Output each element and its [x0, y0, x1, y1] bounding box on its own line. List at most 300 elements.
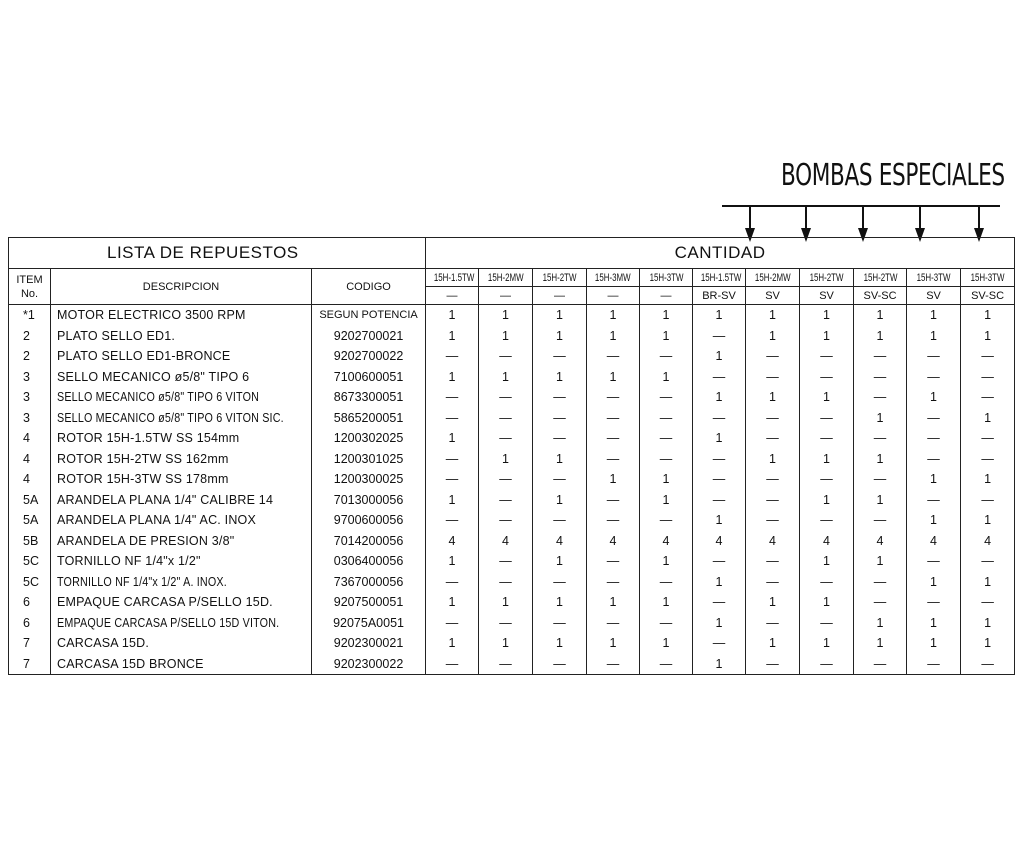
- quantity-cell: —: [693, 326, 746, 347]
- quantity-cell: —: [693, 551, 746, 572]
- quantity-cell: —: [746, 572, 800, 593]
- quantity-cell: —: [746, 551, 800, 572]
- model-header: 15H-1.5TW: [426, 269, 479, 287]
- quantity-cell: —: [533, 428, 587, 449]
- quantity-cell: 1: [640, 367, 693, 388]
- quantity-cell: 4: [746, 531, 800, 552]
- quantity-cell: —: [426, 449, 479, 470]
- item-number: 5B: [9, 531, 51, 552]
- quantity-cell: 1: [693, 654, 746, 675]
- part-code: 0306400056: [312, 551, 426, 572]
- table-row: [9, 305, 1015, 326]
- quantity-cell: —: [907, 654, 961, 675]
- quantity-cell: 1: [426, 490, 479, 511]
- quantity-cell: 1: [533, 551, 587, 572]
- quantity-cell: 1: [800, 387, 854, 408]
- quantity-cell: 4: [479, 531, 533, 552]
- quantity-cell: —: [907, 551, 961, 572]
- quantity-cell: 1: [854, 551, 907, 572]
- part-description: ROTOR 15H-2TW SS 162mm: [51, 449, 312, 470]
- quantity-cell: 1: [426, 551, 479, 572]
- quantity-cell: 1: [693, 613, 746, 634]
- part-code: 9207500051: [312, 592, 426, 613]
- quantity-cell: —: [907, 449, 961, 470]
- quantity-cell: —: [426, 572, 479, 593]
- special-pumps-bracket: [0, 0, 1024, 260]
- quantity-cell: —: [533, 387, 587, 408]
- quantity-cell: —: [426, 387, 479, 408]
- quantity-cell: —: [533, 408, 587, 429]
- part-code: 9202700021: [312, 326, 426, 347]
- quantity-cell: 1: [854, 613, 907, 634]
- quantity-cell: 4: [640, 531, 693, 552]
- model-variant: BR-SV: [693, 287, 746, 305]
- quantity-cell: —: [587, 346, 640, 367]
- quantity-cell: —: [800, 367, 854, 388]
- table-row: [9, 592, 1015, 613]
- quantity-cell: 1: [800, 592, 854, 613]
- quantity-cell: 1: [587, 326, 640, 347]
- quantity-cell: —: [693, 469, 746, 490]
- part-code: 7367000056: [312, 572, 426, 593]
- quantity-cell: —: [587, 551, 640, 572]
- quantity-cell: —: [907, 428, 961, 449]
- code-header: CODIGO: [312, 269, 426, 305]
- quantity-cell: —: [800, 613, 854, 634]
- quantity-cell: —: [640, 387, 693, 408]
- quantity-cell: —: [800, 428, 854, 449]
- part-description: ARANDELA PLANA 1/4" CALIBRE 14: [51, 490, 312, 511]
- part-code: 1200300025: [312, 469, 426, 490]
- quantity-cell: 1: [907, 469, 961, 490]
- quantity-cell: 1: [426, 367, 479, 388]
- model-header: 15H-2MW: [746, 269, 800, 287]
- part-description: SELLO MECANICO ø5/8" TIPO 6: [51, 367, 312, 388]
- description-header: DESCRIPCION: [51, 269, 312, 305]
- quantity-cell: —: [479, 408, 533, 429]
- table-row: [9, 613, 1015, 634]
- quantity-cell: —: [907, 346, 961, 367]
- quantity-cell: —: [587, 510, 640, 531]
- quantity-cell: 1: [907, 510, 961, 531]
- quantity-cell: 1: [533, 326, 587, 347]
- quantity-cell: —: [587, 654, 640, 675]
- quantity-cell: 4: [587, 531, 640, 552]
- quantity-cell: 1: [746, 633, 800, 654]
- quantity-cell: 1: [533, 592, 587, 613]
- quantity-cell: —: [479, 469, 533, 490]
- quantity-cell: 1: [907, 613, 961, 634]
- part-description: EMPAQUE CARCASA P/SELLO 15D VITON.: [51, 613, 312, 634]
- quantity-cell: —: [961, 428, 1015, 449]
- quantity-cell: —: [907, 408, 961, 429]
- item-header: ITEM No.: [9, 269, 51, 305]
- quantity-cell: 1: [587, 592, 640, 613]
- item-number: 2: [9, 326, 51, 347]
- quantity-cell: 1: [907, 326, 961, 347]
- quantity-cell: —: [961, 346, 1015, 367]
- quantity-cell: —: [800, 654, 854, 675]
- quantity-cell: 1: [533, 449, 587, 470]
- quantity-cell: 4: [693, 531, 746, 552]
- model-variant: SV-SC: [854, 287, 907, 305]
- quantity-cell: 1: [854, 449, 907, 470]
- model-variant: —: [640, 287, 693, 305]
- quantity-cell: —: [746, 613, 800, 634]
- quantity-cell: —: [961, 449, 1015, 470]
- quantity-cell: —: [426, 469, 479, 490]
- quantity-cell: —: [426, 510, 479, 531]
- quantity-cell: 1: [907, 305, 961, 326]
- quantity-cell: —: [640, 510, 693, 531]
- quantity-cell: 1: [800, 305, 854, 326]
- part-code: 9202300021: [312, 633, 426, 654]
- quantity-cell: —: [693, 633, 746, 654]
- quantity-cell: 1: [426, 326, 479, 347]
- quantity-cell: —: [479, 551, 533, 572]
- quantity-cell: 1: [533, 490, 587, 511]
- quantity-cell: —: [961, 387, 1015, 408]
- quantity-cell: 1: [854, 326, 907, 347]
- quantity-cell: 1: [587, 367, 640, 388]
- quantity-cell: 1: [693, 510, 746, 531]
- item-number: 7: [9, 654, 51, 675]
- quantity-cell: 1: [479, 633, 533, 654]
- part-code: 9202700022: [312, 346, 426, 367]
- quantity-cell: 1: [479, 326, 533, 347]
- quantity-cell: 1: [533, 633, 587, 654]
- quantity-cell: 4: [800, 531, 854, 552]
- quantity-cell: —: [587, 428, 640, 449]
- part-code: SEGUN POTENCIA: [312, 305, 426, 326]
- item-number: 5A: [9, 490, 51, 511]
- part-description: EMPAQUE CARCASA P/SELLO 15D.: [51, 592, 312, 613]
- quantity-cell: —: [961, 551, 1015, 572]
- quantity-cell: 4: [533, 531, 587, 552]
- model-header: 15H-3MW: [587, 269, 640, 287]
- quantity-cell: —: [854, 654, 907, 675]
- spare-parts-table: [8, 237, 1015, 675]
- model-header: 15H-2MW: [479, 269, 533, 287]
- quantity-cell: —: [533, 346, 587, 367]
- model-header: 15H-2TW: [800, 269, 854, 287]
- quantity-cell: 1: [854, 490, 907, 511]
- quantity-cell: 1: [854, 305, 907, 326]
- quantity-cell: —: [854, 387, 907, 408]
- quantity-cell: —: [640, 449, 693, 470]
- quantity-cell: 1: [746, 449, 800, 470]
- part-description: CARCASA 15D.: [51, 633, 312, 654]
- table-row: [9, 490, 1015, 511]
- quantity-cell: 1: [640, 326, 693, 347]
- quantity-cell: 1: [479, 449, 533, 470]
- quantity-cell: 1: [746, 326, 800, 347]
- quantity-cell: —: [426, 408, 479, 429]
- quantity-cell: —: [746, 428, 800, 449]
- quantity-cell: —: [479, 613, 533, 634]
- quantity-cell: —: [587, 572, 640, 593]
- quantity-cell: —: [800, 346, 854, 367]
- part-code: 7013000056: [312, 490, 426, 511]
- quantity-cell: —: [961, 654, 1015, 675]
- quantity-cell: 1: [587, 633, 640, 654]
- item-number: 3: [9, 367, 51, 388]
- quantity-cell: —: [693, 367, 746, 388]
- quantity-cell: —: [907, 592, 961, 613]
- model-variant: SV: [746, 287, 800, 305]
- quantity-cell: —: [854, 367, 907, 388]
- item-number: 4: [9, 469, 51, 490]
- model-header: 15H-1.5TW: [693, 269, 746, 287]
- quantity-cell: —: [640, 428, 693, 449]
- quantity-cell: 1: [961, 326, 1015, 347]
- part-code: 7100600051: [312, 367, 426, 388]
- part-code: 1200302025: [312, 428, 426, 449]
- quantity-cell: —: [479, 654, 533, 675]
- quantity-cell: —: [479, 572, 533, 593]
- quantity-cell: 1: [961, 633, 1015, 654]
- quantity-cell: —: [854, 346, 907, 367]
- quantity-cell: —: [800, 572, 854, 593]
- item-number: 5C: [9, 572, 51, 593]
- table-row: [9, 387, 1015, 408]
- part-description: CARCASA 15D BRONCE: [51, 654, 312, 675]
- quantity-cell: —: [640, 346, 693, 367]
- table-row: [9, 449, 1015, 470]
- part-description: SELLO MECANICO ø5/8" TIPO 6 VITON: [51, 387, 312, 408]
- model-header: 15H-3TW: [907, 269, 961, 287]
- quantity-cell: —: [854, 428, 907, 449]
- quantity-cell: 1: [479, 367, 533, 388]
- quantity-cell: —: [854, 592, 907, 613]
- quantity-cell: 1: [961, 469, 1015, 490]
- table-row: [9, 408, 1015, 429]
- quantity-cell: —: [961, 367, 1015, 388]
- quantity-cell: 1: [693, 305, 746, 326]
- quantity-cell: —: [907, 490, 961, 511]
- model-variant: —: [426, 287, 479, 305]
- quantity-cell: 1: [854, 408, 907, 429]
- quantity-cell: —: [693, 490, 746, 511]
- item-number: 4: [9, 449, 51, 470]
- quantity-cell: —: [533, 572, 587, 593]
- table-row: [9, 551, 1015, 572]
- quantity-cell: —: [640, 654, 693, 675]
- item-number: 3: [9, 387, 51, 408]
- quantity-cell: —: [746, 469, 800, 490]
- part-description: ROTOR 15H-1.5TW SS 154mm: [51, 428, 312, 449]
- quantity-title: CANTIDAD: [426, 238, 1015, 269]
- quantity-cell: 1: [961, 613, 1015, 634]
- table-row: [9, 367, 1015, 388]
- quantity-cell: —: [587, 613, 640, 634]
- item-number: 3: [9, 408, 51, 429]
- quantity-cell: —: [426, 654, 479, 675]
- quantity-cell: —: [854, 469, 907, 490]
- quantity-cell: 1: [800, 326, 854, 347]
- quantity-cell: 1: [479, 592, 533, 613]
- item-number: 2: [9, 346, 51, 367]
- quantity-cell: —: [800, 408, 854, 429]
- quantity-cell: 1: [961, 510, 1015, 531]
- quantity-cell: 1: [693, 428, 746, 449]
- table-title: LISTA DE REPUESTOS: [9, 238, 426, 269]
- quantity-cell: 1: [800, 449, 854, 470]
- table-row: [9, 633, 1015, 654]
- quantity-cell: —: [746, 654, 800, 675]
- quantity-cell: —: [961, 490, 1015, 511]
- quantity-cell: —: [640, 572, 693, 593]
- quantity-cell: 1: [746, 387, 800, 408]
- item-number: *1: [9, 305, 51, 326]
- table-row: [9, 469, 1015, 490]
- quantity-cell: 4: [961, 531, 1015, 552]
- quantity-cell: —: [640, 408, 693, 429]
- table-row: [9, 326, 1015, 347]
- part-description: SELLO MECANICO ø5/8" TIPO 6 VITON SIC.: [51, 408, 312, 429]
- part-description: TORNILLO NF 1/4"x 1/2" A. INOX.: [51, 572, 312, 593]
- quantity-cell: —: [640, 613, 693, 634]
- quantity-cell: 1: [640, 592, 693, 613]
- quantity-cell: —: [479, 387, 533, 408]
- part-code: 92075A0051: [312, 613, 426, 634]
- quantity-cell: —: [800, 510, 854, 531]
- quantity-cell: —: [426, 613, 479, 634]
- quantity-cell: —: [746, 346, 800, 367]
- quantity-cell: —: [907, 367, 961, 388]
- quantity-cell: 1: [426, 592, 479, 613]
- quantity-cell: 1: [693, 387, 746, 408]
- item-number: 7: [9, 633, 51, 654]
- quantity-cell: —: [800, 469, 854, 490]
- quantity-cell: 1: [800, 633, 854, 654]
- quantity-cell: —: [533, 510, 587, 531]
- item-number: 4: [9, 428, 51, 449]
- quantity-cell: —: [587, 387, 640, 408]
- quantity-cell: 1: [640, 551, 693, 572]
- quantity-cell: 1: [800, 551, 854, 572]
- part-description: ROTOR 15H-3TW SS 178mm: [51, 469, 312, 490]
- model-variant: —: [479, 287, 533, 305]
- part-description: ARANDELA PLANA 1/4" AC. INOX: [51, 510, 312, 531]
- table-row: [9, 510, 1015, 531]
- quantity-cell: 4: [907, 531, 961, 552]
- quantity-cell: 1: [907, 572, 961, 593]
- quantity-cell: 1: [746, 592, 800, 613]
- model-variant: —: [533, 287, 587, 305]
- model-variant: SV: [800, 287, 854, 305]
- part-code: 9202300022: [312, 654, 426, 675]
- quantity-cell: —: [854, 572, 907, 593]
- item-number: 5A: [9, 510, 51, 531]
- quantity-cell: —: [533, 469, 587, 490]
- quantity-cell: 1: [746, 305, 800, 326]
- quantity-cell: —: [693, 592, 746, 613]
- quantity-cell: 1: [533, 367, 587, 388]
- quantity-cell: 1: [640, 490, 693, 511]
- quantity-cell: 1: [533, 305, 587, 326]
- quantity-cell: —: [533, 654, 587, 675]
- quantity-cell: 1: [587, 305, 640, 326]
- quantity-cell: —: [479, 510, 533, 531]
- quantity-cell: 1: [640, 469, 693, 490]
- part-code: 5865200051: [312, 408, 426, 429]
- item-number: 6: [9, 613, 51, 634]
- quantity-cell: —: [693, 408, 746, 429]
- part-code: 8673300051: [312, 387, 426, 408]
- part-description: ARANDELA DE PRESION 3/8": [51, 531, 312, 552]
- part-code: 1200301025: [312, 449, 426, 470]
- part-code: 7014200056: [312, 531, 426, 552]
- quantity-cell: —: [426, 346, 479, 367]
- quantity-cell: 1: [587, 469, 640, 490]
- table-row: [9, 572, 1015, 593]
- quantity-cell: —: [693, 449, 746, 470]
- quantity-cell: —: [961, 592, 1015, 613]
- quantity-cell: 1: [961, 572, 1015, 593]
- quantity-cell: 1: [640, 633, 693, 654]
- part-description: PLATO SELLO ED1-BRONCE: [51, 346, 312, 367]
- quantity-cell: 1: [961, 305, 1015, 326]
- model-variant: SV-SC: [961, 287, 1015, 305]
- part-description: TORNILLO NF 1/4"x 1/2": [51, 551, 312, 572]
- quantity-cell: 1: [693, 572, 746, 593]
- quantity-cell: 1: [961, 408, 1015, 429]
- quantity-cell: 1: [854, 633, 907, 654]
- quantity-cell: 1: [640, 305, 693, 326]
- quantity-cell: —: [746, 490, 800, 511]
- table-row: [9, 531, 1015, 552]
- quantity-cell: —: [533, 613, 587, 634]
- quantity-cell: 1: [426, 428, 479, 449]
- model-variant: SV: [907, 287, 961, 305]
- part-description: PLATO SELLO ED1.: [51, 326, 312, 347]
- quantity-cell: —: [587, 449, 640, 470]
- quantity-cell: —: [587, 490, 640, 511]
- part-description: MOTOR ELECTRICO 3500 RPM: [51, 305, 312, 326]
- table-row: [9, 346, 1015, 367]
- quantity-cell: —: [746, 510, 800, 531]
- quantity-cell: 1: [907, 387, 961, 408]
- quantity-cell: —: [479, 346, 533, 367]
- special-pumps-banner: BOMBAS ESPECIALES: [781, 158, 1005, 193]
- model-header: 15H-3TW: [961, 269, 1015, 287]
- quantity-cell: 1: [479, 305, 533, 326]
- item-number: 5C: [9, 551, 51, 572]
- table-row: [9, 428, 1015, 449]
- quantity-cell: 4: [426, 531, 479, 552]
- model-header: 15H-2TW: [854, 269, 907, 287]
- quantity-cell: —: [746, 408, 800, 429]
- model-header: 15H-3TW: [640, 269, 693, 287]
- quantity-cell: 1: [426, 633, 479, 654]
- quantity-cell: —: [479, 428, 533, 449]
- quantity-cell: —: [746, 367, 800, 388]
- item-number: 6: [9, 592, 51, 613]
- quantity-cell: 1: [907, 633, 961, 654]
- quantity-cell: 1: [800, 490, 854, 511]
- part-code: 9700600056: [312, 510, 426, 531]
- model-variant: —: [587, 287, 640, 305]
- quantity-cell: —: [854, 510, 907, 531]
- quantity-cell: 4: [854, 531, 907, 552]
- quantity-cell: 1: [426, 305, 479, 326]
- quantity-cell: —: [587, 408, 640, 429]
- quantity-cell: —: [479, 490, 533, 511]
- model-header: 15H-2TW: [533, 269, 587, 287]
- quantity-cell: 1: [693, 346, 746, 367]
- table-row: [9, 654, 1015, 675]
